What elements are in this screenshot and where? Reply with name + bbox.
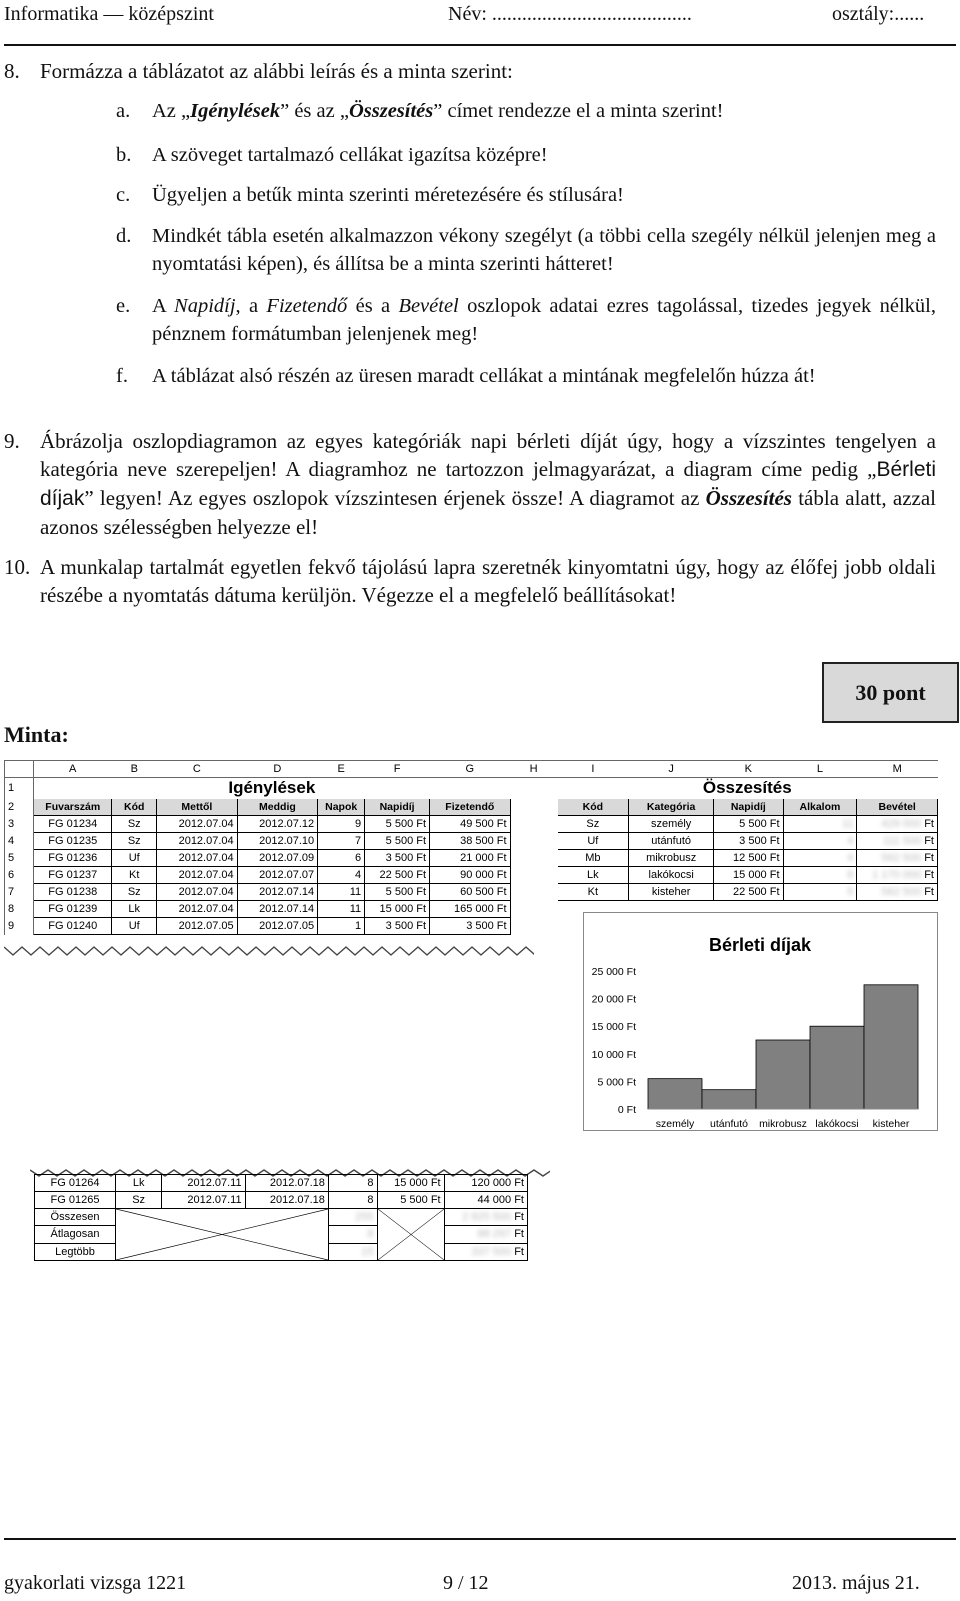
bar-chart	[583, 912, 938, 1131]
summary-row: Legtöbb 15 337 500 Ft	[35, 1243, 528, 1260]
column-letter[interactable]: D	[237, 761, 318, 778]
bar	[864, 985, 918, 1109]
footer-rule	[4, 1538, 956, 1540]
table-row: 4 FG 01235 Sz 2012.07.04 2012.07.10 7 5 500 Ft 38 500 Ft Uf utánfutó 3 500 Ft 4 111 500 Ft	[5, 833, 938, 850]
table-row: FG 01264 Lk 2012.07.11 2012.07.18 8 15 000 Ft 120 000 Ft	[35, 1175, 528, 1192]
column-letter[interactable]: L	[783, 761, 857, 778]
points-box: 30 pont	[822, 662, 959, 723]
footer-page: 9 / 12	[443, 1572, 489, 1594]
task10-text: A munkalap tartalmát egyetlen fekvő tájolású lapra szeretnék kinyomtatni úgy, hogy az élőfej jobb oldali részébe a nyomtatás dátuma kerüljön. Végezze el a megfelelő beállításokat!	[40, 555, 936, 607]
y-tick-label: 15 000 Ft	[591, 1021, 636, 1034]
column-letter[interactable]: H	[510, 761, 557, 778]
task10-number: 10.	[4, 555, 31, 579]
bar	[810, 1026, 864, 1109]
header-rule	[4, 44, 956, 46]
left-header-cell: Kód	[112, 799, 157, 816]
column-letter[interactable]: J	[629, 761, 714, 778]
x-tick-label: utánfutó	[710, 1118, 748, 1130]
table-row: 6 FG 01237 Kt 2012.07.04 2012.07.07 4 22 500 Ft 90 000 Ft Lk lakókocsi 15 000 Ft 8 1 170 000 Ft	[5, 867, 938, 884]
summary-row: Összesen 255 2 825 500 Ft	[35, 1209, 528, 1226]
right-header-cell: Napidíj	[714, 799, 783, 816]
column-letter[interactable]: I	[557, 761, 629, 778]
sample-label: Minta:	[4, 722, 69, 747]
x-tick-label: lakókocsi	[815, 1118, 859, 1130]
task8-item-label: f.	[116, 365, 128, 387]
column-letter[interactable]: B	[112, 761, 157, 778]
left-header-cell: Fizetendő	[430, 799, 511, 816]
x-tick-label: mikrobusz	[759, 1118, 807, 1130]
bar	[756, 1040, 810, 1109]
table-row: 8 FG 01239 Lk 2012.07.04 2012.07.14 11 15 000 Ft 165 000 Ft	[5, 901, 938, 918]
task8-item-label: d.	[116, 225, 132, 247]
left-header-cell: Napidíj	[365, 799, 430, 816]
left-header-cell: Meddig	[237, 799, 318, 816]
task8-item-text: Ügyeljen a betűk minta szerinti méretezésére és stílusára!	[152, 184, 624, 206]
title-right: Összesítés	[702, 778, 792, 797]
task8-item-text: Mindkét tábla esetén alkalmazzon vékony szegélyt (a többi cella szegély nélkül jelenjen meg a nyomtatási képen), és állítsa be a minta szerinti hátteret!	[152, 225, 936, 275]
task8-item-text: A táblázat alsó részén az üresen maradt cellákat a mintának megfelelőn húzza át!	[152, 365, 816, 387]
column-letter[interactable]: E	[318, 761, 365, 778]
column-letter[interactable]: K	[714, 761, 783, 778]
column-letter[interactable]: G	[430, 761, 511, 778]
table-row: 5 FG 01236 Uf 2012.07.04 2012.07.09 6 3 500 Ft 21 000 Ft Mb mikrobusz 12 500 Ft 4 562 500 Ft	[5, 850, 938, 867]
torn-edge	[4, 943, 534, 959]
spreadsheet-sample: A B C D E F G H I J K L M 1 Igénylések Összesítés 2 Fuvarszám Kód Mettől Meddig Napok Napidíj Fizetendő Kód Kategória Napidíj Alkalom Bevétel 3 FG 01234 Sz 2012.07.04 2012.07.12 9 5 500 Ft 49 500 Ft Sz személy 5 500 Ft 11 429 000 Ft 4 FG 01235 Sz 2012.07.04 2012.07.10 7 5 500 Ft 38 500 Ft Uf utánfutó 3 500 Ft 4 111 500 Ft 5 FG 01236 Uf 2012.07.04 2012.07.09 6 3 500 Ft 21 000 Ft Mb mikrobusz 12 500 Ft 4 562 500 Ft 6 FG 01237 Kt 2012.07.04 2012.07.07 4 22 500 Ft 90 000 Ft Lk lakókocsi 15 000 Ft 8 1 170 000 Ft 7 FG 01238 Sz 2012.07.04 2012.07.14 11 5 500 Ft 60 500 Ft Kt kisteher 22 500 Ft 5 562 500 Ft 8 FG 01239 Lk 2012.07.04 2012.07.14 11 15 000 Ft 165 000 Ft 9 FG 01240 Uf 2012.07.05 2012.07.05 1 3 500 Ft 3 500 Ft	[4, 760, 938, 935]
task8-item-label: a.	[116, 100, 131, 122]
y-tick-label: 10 000 Ft	[591, 1048, 636, 1061]
y-tick-label: 20 000 Ft	[591, 993, 636, 1006]
task8-item-label: b.	[116, 144, 132, 166]
task8-item-label: c.	[116, 184, 131, 206]
title-left: Igénylések	[228, 778, 316, 797]
bar	[702, 1090, 756, 1109]
footer-date: 2013. május 21.	[792, 1572, 920, 1594]
task8-text: Formázza a táblázatot az alábbi leírás és a minta szerint:	[40, 59, 513, 83]
header-subject: Informatika — középszint	[4, 3, 214, 25]
left-header-cell: Fuvarszám	[34, 799, 112, 816]
task9-text: Ábrázolja oszlopdiagramon az egyes kategóriák napi bérleti díját úgy, hogy a vízszintes tengelyen a kategória neve szerepeljen! A diagramhoz ne tartozzon jelmagyarázat, a diagram címe pedig „Bérleti díjak” legyen! Az egyes oszlopok vízszintesen érjenek össze! A diagramot az Összesítés tábla alatt, azzal azonos szélességben helyezze el!	[40, 429, 936, 539]
y-tick-label: 25 000 Ft	[591, 966, 636, 978]
column-letter[interactable]: M	[857, 761, 938, 778]
summary-row: Átlagosan 8 88 297 Ft	[35, 1226, 528, 1243]
page-header	[0, 0, 960, 44]
header-name-field: Név: ........................................	[448, 3, 692, 25]
table-row: 9 FG 01240 Uf 2012.07.05 2012.07.05 1 3 500 Ft 3 500 Ft	[5, 918, 938, 935]
column-header-row	[5, 761, 938, 778]
task8-item-text: Az „Igénylések” és az „Összesítés” címet rendezze el a minta szerint!	[152, 100, 724, 122]
chart-title: Bérleti díjak	[708, 935, 812, 955]
task8-item-text: A szöveget tartalmazó cellákat igazítsa középre!	[152, 144, 548, 166]
bar-chart-svg	[584, 913, 937, 1130]
task9-number: 9.	[4, 429, 20, 453]
x-tick-label: személy	[655, 1118, 695, 1130]
y-tick-label: 0 Ft	[617, 1104, 636, 1116]
right-header-cell: Kategória	[629, 799, 714, 816]
table-row: 7 FG 01238 Sz 2012.07.04 2012.07.14 11 5 500 Ft 60 500 Ft Kt kisteher 22 500 Ft 5 562 500 Ft	[5, 884, 938, 901]
column-letter[interactable]: C	[157, 761, 238, 778]
bar	[648, 1079, 702, 1109]
task8-item-label: e.	[116, 295, 131, 317]
left-header-cell: Napok	[318, 799, 365, 816]
table-row: 3 FG 01234 Sz 2012.07.04 2012.07.12 9 5 500 Ft 49 500 Ft Sz személy 5 500 Ft 11 429 000 Ft	[5, 816, 938, 833]
header-class-field: osztály:......	[832, 3, 925, 25]
column-letter[interactable]: F	[365, 761, 430, 778]
table-row: FG 01265 Sz 2012.07.11 2012.07.18 8 5 500 Ft 44 000 Ft	[35, 1192, 528, 1209]
column-letter[interactable]: A	[34, 761, 112, 778]
task8-item-text: A Napidíj, a Fizetendő és a Bevétel oszlopok adatai ezres tagolással, tizedes jegyek nélkül, pénznem formátumban jelenjenek meg!	[152, 295, 936, 345]
task8-number: 8.	[4, 59, 20, 83]
y-tick-label: 5 000 Ft	[597, 1076, 636, 1089]
right-header-cell: Kód	[557, 799, 629, 816]
right-header-cell: Alkalom	[783, 799, 857, 816]
left-header-cell: Mettől	[157, 799, 238, 816]
footer-exam: gyakorlati vizsga 1221	[4, 1572, 187, 1594]
right-header-cell: Bevétel	[857, 799, 938, 816]
x-tick-label: kisteher	[872, 1118, 910, 1130]
